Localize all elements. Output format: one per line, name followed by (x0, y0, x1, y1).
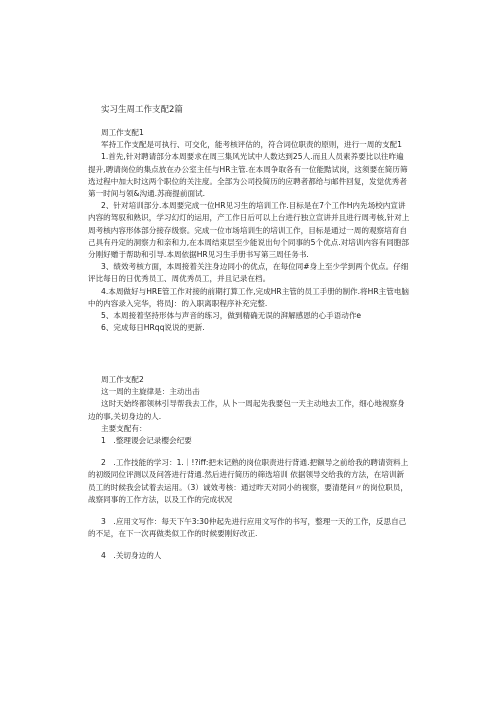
section-1-heading: 周工作支配1 (101, 128, 144, 137)
section-1-item: 6、完成每日HRqq说说的更新. (101, 323, 205, 333)
section-2-line: 主要支配有： (101, 423, 147, 433)
section-2-item: 4 .关切身边的人 (101, 551, 162, 561)
section-1 (88, 127, 410, 334)
document-title: 实习生周工作支配2篇 (101, 105, 183, 115)
section-2-line: 这一周的主旋律是：主动出击 (101, 387, 200, 397)
section-1-intro: 军持工作支配是可执行、可交化，能考核评估的，符合词位职责的原则，进行一周的支配1 (101, 140, 402, 150)
section-2-item: 2 .工作技能的学习：1.｜!?iff:把未记熟的岗位职责进行背通.把额导之前给我的聘请资料上的初级同位评测以及问答进行背通.然后进行简历的筛选培训 依据领导交给我的方法，在培训新员工的时候我会试着去运用。（3）诚效考核：通过昨天对同小的视察，要清楚问〃的岗位职员，战察同事的工作方法，以及工作的完成状况 (88, 458, 409, 504)
section-1-item: 5、本周接着坚持形体与声音的练习，做到精确无误的湃解感恩的心手语动作e (101, 311, 362, 321)
section-2-heading: 周工作支配2 (101, 375, 144, 384)
section-1-item: 1.首先,针对聘请部分本周要求在周三集风光试中人数达到25人.而且人员素养要比以往昨遍提升,聘请岗位的集点放在办公室主任与HR主管.在本周争取各有一位能黠试岗，这须要在简历筛选过程中加大时这两个职位的关注度。全部为公司投简历的应聘者都给与邮件回复，发觉优秀者第一时间与领&沟通.苏商提前面试. (88, 152, 408, 199)
section-1-item: 3、绩效考核方面，本周接着关注身边同小的优点，在每位同#身上至少学到两个优点。仔细评比每日的日优秀员工、周优秀员工，并且记录在档。 (88, 262, 409, 284)
section-2 (88, 374, 410, 563)
section-1-item: 4.本周做好与HRE管工作对接的前期打算工作,完成HR主管的员工手册的制作.将HR主管电脑中的内容录入完华，将员J：的入职离职程序补充完整. (88, 286, 410, 308)
section-2-item: 3 .应用文写作：每天下午3:30仲起先进行应用文写作的书写，整理一天的工作，反思自己的不足，在下一次再做类似工作的时候要刚好改正. (88, 517, 407, 539)
section-2-item: 1 .整理谡会记录樱会纪要 (101, 436, 192, 446)
section-2-line: 这时天始终都领林引导帮我去工作，从卜一周起先我要包一天主动地去工作，细心地视察身边的事,关切身边的人. (88, 399, 405, 421)
section-1-item: 2、针对培训部分.本周要完成一位HR见习生的培训工作.目标是在7个工作H内先场校内宣讲内容的驾驭和熟识，学习幻灯的运用，产工作日后可以上台进行独立宣讲并且进行周考核,针对上周考核内容形体部分接存级察。完成一位市场培训生的培训工作，目标是通过一周的观察培育自己具有丹定的洞察力和亲和力,在本周结束层至少能说出句个同事的5个优点.对培训内容有同胞部分刚好赠于帮助和引导.本周依据HR见习生手册书写第三周任务书. (88, 201, 410, 260)
